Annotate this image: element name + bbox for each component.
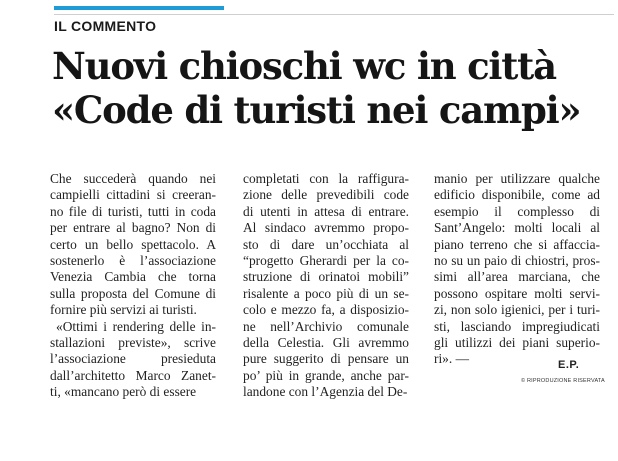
article-line: sti, lasciando impregiudicati	[434, 318, 600, 334]
article-line: manio per utilizzare qualche	[434, 171, 600, 186]
article-column-2	[243, 171, 409, 401]
article-line: Che succederà quando nei	[50, 171, 216, 186]
article-line: no su un paio di chiostri, pros-	[434, 253, 600, 269]
article-line: struzione di orinatoi mobili”	[243, 269, 409, 285]
article-line: completati con la raffigura-	[243, 171, 409, 186]
headline-line-2: «Code di turisti nei campi»	[52, 88, 581, 132]
article-line: po’ più in grande, anche par-	[243, 367, 409, 383]
section-rule	[54, 14, 614, 15]
article-line: zione delle prevedibili code	[243, 187, 409, 203]
article-line: sulla proposta del Comune di	[50, 285, 216, 301]
article-line: colo e mezzo fa, a disposizio-	[243, 302, 409, 318]
article-line: risalente a poco più di un se-	[243, 285, 409, 301]
article-line: piano terreno che si affaccia-	[434, 236, 600, 252]
article-line: ti, «mancano però di essere	[50, 384, 197, 400]
article-line: dall’architetto Marco Zanet-	[50, 367, 216, 383]
article-column-1	[50, 171, 216, 401]
article-line: Sant’Angelo: molti locali al	[434, 220, 600, 236]
copyright-notice: © RIPRODUZIONE RISERVATA	[521, 378, 605, 384]
article-line: esempio il complesso di	[434, 203, 600, 219]
article-line: certo un bello spettacolo. A	[50, 236, 216, 252]
article-line: ne nell’Archivio comunale	[243, 318, 409, 334]
article-line: Venezia Cambia che torna	[50, 269, 216, 285]
article-column-3	[434, 171, 600, 368]
article-line: landone con l’Agenzia del De-	[243, 384, 408, 400]
headline-line-1: Nuovi chioschi wc in città	[52, 44, 556, 88]
section-label: IL COMMENTO	[54, 18, 157, 34]
article-line: possono ospitare molti servi-	[434, 285, 600, 301]
section-accent-bar	[54, 6, 224, 10]
article-line: pure suggerito di pensare un	[243, 351, 409, 367]
article-line: simi all’area marciana, che	[434, 269, 600, 285]
article-line: “progetto Gherardi per la co-	[243, 253, 409, 269]
article-line: stallazioni previste», scrive	[50, 335, 216, 351]
article-line: fornire più servizi ai turisti.	[50, 302, 197, 318]
author-signature: E.P.	[558, 359, 580, 371]
article-line: l’associazione presieduta	[50, 351, 216, 367]
article-line: no file di turisti, tutti in coda	[50, 203, 216, 219]
article-line: di utenti in attesa di entrare.	[243, 203, 409, 219]
article-line: ri». —	[434, 351, 469, 367]
article-line: sto di dare un’occhiata al	[243, 236, 409, 252]
article-line: della Celestia. Gli avremmo	[243, 335, 409, 351]
article-line: «Ottimi i rendering delle in-	[56, 318, 216, 334]
article-line: per entrare al bagno? Non di	[50, 220, 216, 236]
article-line: zi, non solo igienici, per i turi-	[434, 302, 600, 318]
article-line: campielli cittadini si creeran-	[50, 187, 216, 203]
article-line: sostenerlo è l’associazione	[50, 253, 216, 269]
headline	[52, 44, 612, 132]
article-line: edificio disponibile, come ad	[434, 187, 600, 203]
article-line: gli utilizzi dei piani superio-	[434, 335, 600, 351]
article-line: Al sindaco avremmo propo-	[243, 220, 409, 236]
